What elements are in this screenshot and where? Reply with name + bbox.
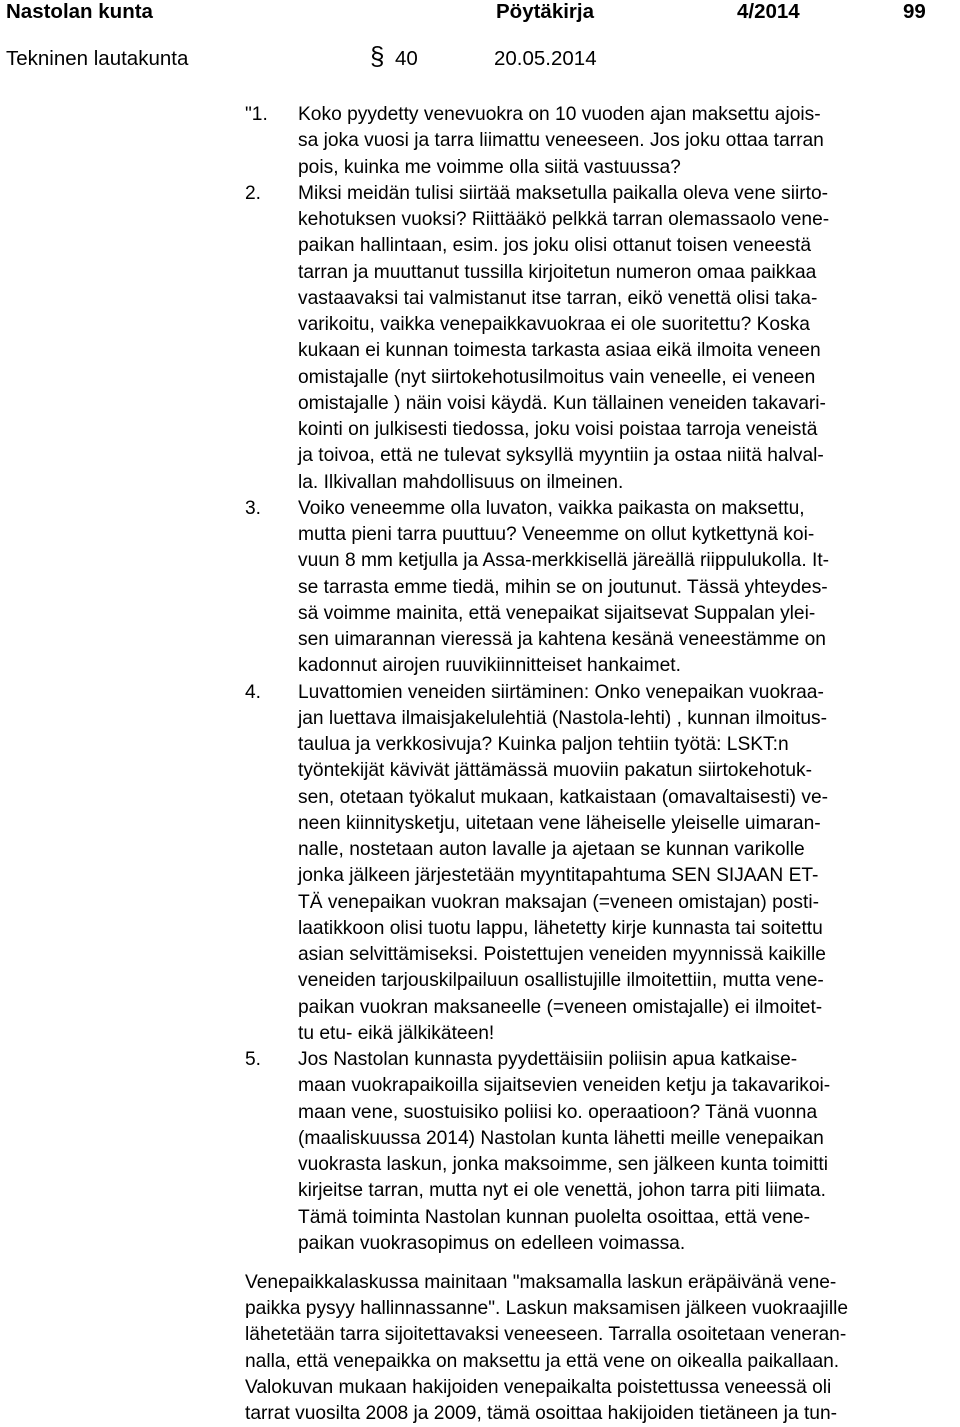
body-line-text: kukaan ei kunnan toimesta tarkasta asiaa eikä ilmoita veneen xyxy=(298,340,821,361)
body-line-text: Jos Nastolan kunnasta pyydettäisiin poliisin apua katkaise- xyxy=(298,1049,798,1070)
body-line-text: sa joka vuosi ja tarra liimattu veneeseen. Jos joku ottaa tarran xyxy=(298,130,824,151)
closing-line: tarrat vuosilta 2008 ja 2009, tämä osoittaa hakijoiden tietäneen ja tun- xyxy=(245,1403,838,1424)
list-number: "1. xyxy=(245,104,268,125)
body-line-text: vuun 8 mm ketjulla ja Assa-merkkisellä järeällä riippulukolla. It- xyxy=(298,550,830,571)
committee-name: Tekninen lautakunta xyxy=(6,47,189,70)
body-line-text: ja toivoa, että ne tulevat syksyllä myyntiin ja ostaa niitä halval- xyxy=(298,445,824,466)
list-number: 5. xyxy=(245,1049,262,1070)
body-line-text: sä voimme mainita, että venepaikat sijaitsevat Suppalan ylei- xyxy=(298,603,816,624)
body-line xyxy=(0,365,960,391)
body-line xyxy=(0,758,960,784)
body-line xyxy=(0,443,960,469)
meeting-date: 20.05.2014 xyxy=(494,47,597,70)
body-line xyxy=(0,391,960,417)
body-line xyxy=(0,942,960,968)
body-line-text: työntekijät kävivät jättämässä muoviin pakatun siirtokehotuk- xyxy=(298,760,813,781)
body-line-text: tarran ja muuttanut tussilla kirjoitetun numeron omaa paikkaa xyxy=(298,262,817,283)
body-line-text: nalle, nostetaan auton lavalle ja ajetaan se kunnan varikolle xyxy=(298,839,805,860)
list-number: 3. xyxy=(245,498,262,519)
body-line-text: neen kiinnitysketju, uitetaan vene läheiselle yleiselle uimaran- xyxy=(298,813,821,834)
body-line-text: sen, otetaan työkalut mukaan, katkaistaan (omavaltaisesti) ve- xyxy=(298,787,829,808)
body-line-text: la. Ilkivallan mahdollisuus on ilmeinen. xyxy=(298,472,624,493)
body-line xyxy=(0,968,960,994)
body-line xyxy=(0,575,960,601)
body-line xyxy=(0,680,960,706)
body-line-text: (maaliskuussa 2014) Nastolan kunta lähetti meille venepaikan xyxy=(298,1128,824,1149)
closing-line: lähetetään tarra sijoitettavaksi veneeseen. Tarralla osoitetaan veneran- xyxy=(245,1324,847,1345)
list-number: 4. xyxy=(245,682,262,703)
body-line-text: pois, kuinka me voimme olla siitä vastuussa? xyxy=(298,157,681,178)
body-line-text: asian selvittämiseksi. Poistettujen veneiden myynnissä kaikille xyxy=(298,944,826,965)
body-line xyxy=(0,286,960,312)
body-line-text: kirjeitse tarran, mutta nyt ei ole venettä, johon tarra piti liimata. xyxy=(298,1180,826,1201)
body-line xyxy=(0,1126,960,1152)
body-line xyxy=(0,1231,960,1257)
body-line xyxy=(0,785,960,811)
body-line xyxy=(0,1047,960,1073)
body-line-text: vuokrasta laskun, jonka maksoimme, sen jälkeen kunta toimitti xyxy=(298,1154,829,1175)
body-line-text: taulua ja verkkosivuja? Kuinka paljon tehtiin työtä: LSKT:n xyxy=(298,734,789,755)
body-line xyxy=(0,1152,960,1178)
body-line xyxy=(0,627,960,653)
body-line xyxy=(0,653,960,679)
body-line-text: TÄ venepaikan vuokran maksajan (=veneen omistajan) posti- xyxy=(298,892,820,913)
body-line-text: vastaavaksi tai valmistanut itse tarran, eikö venettä olisi taka- xyxy=(298,288,818,309)
body-line xyxy=(0,995,960,1021)
body-line-text: varikoitu, vaikka venepaikkavuokraa ei ole suoritettu? Koska xyxy=(298,314,810,335)
section-number: 40 xyxy=(395,47,418,70)
body-line xyxy=(0,338,960,364)
closing-line: Valokuvan mukaan hakijoiden venepaikalta poistettussa veneessä oli xyxy=(245,1377,832,1398)
body-line xyxy=(0,811,960,837)
body-line xyxy=(0,706,960,732)
body-line-text: paikan vuokran maksaneelle (=veneen omistajalle) ei ilmoitet- xyxy=(298,997,823,1018)
body-line xyxy=(0,1021,960,1047)
body-line-text: se tarrasta emme tiedä, mihin se on joutunut. Tässä yhteydes- xyxy=(298,577,828,598)
body-line xyxy=(0,863,960,889)
body-line-text: Koko pyydetty venevuokra on 10 vuoden ajan maksettu ajois- xyxy=(298,104,821,125)
body-line-text: kadonnut airojen ruuvikiinnitteiset hankaimet. xyxy=(298,655,681,676)
body-line-text: paikan hallintaan, esim. jos joku olisi ottanut toisen veneestä xyxy=(298,235,812,256)
body-line-text: Miksi meidän tulisi siirtää maksetulla paikalla oleva vene siirto- xyxy=(298,183,828,204)
body-line-text: Luvattomien veneiden siirtäminen: Onko venepaikan vuokraa- xyxy=(298,682,824,703)
body-line-text: jan luettava ilmaisjakelulehtiä (Nastola-lehti) , kunnan ilmoitus- xyxy=(298,708,827,729)
body-line xyxy=(0,890,960,916)
closing-line: paikka pysyy hallinnassanne". Laskun maksamisen jälkeen vuokraajille xyxy=(245,1298,849,1319)
body-line xyxy=(0,417,960,443)
body-line xyxy=(0,260,960,286)
page-number: 99 xyxy=(903,0,926,23)
body-line xyxy=(0,233,960,259)
list-number: 2. xyxy=(245,183,262,204)
closing-line: Venepaikkalaskussa mainitaan "maksamalla laskun eräpäivänä vene- xyxy=(245,1272,837,1293)
body-line xyxy=(0,470,960,496)
municipality-name: Nastolan kunta xyxy=(6,0,153,23)
body-line-text: laatikkoon olisi tuotu lappu, lähetetty kirje kunnasta tai soitettu xyxy=(298,918,823,939)
body-line-text: Tämä toiminta Nastolan kunnan puolelta osoittaa, että vene- xyxy=(298,1207,810,1228)
body-line xyxy=(0,207,960,233)
body-line xyxy=(0,916,960,942)
body-line xyxy=(0,548,960,574)
body-line xyxy=(0,522,960,548)
body-line xyxy=(0,155,960,181)
body-line xyxy=(0,1178,960,1204)
body-line-text: mutta pieni tarra puuttuu? Veneemme on ollut kytkettynä koi- xyxy=(298,524,815,545)
closing-line: nalla, että venepaikka on maksettu ja että vene on oikealla paikallaan. xyxy=(245,1351,840,1372)
body-line-text: tu etu- eikä jälkikäteen! xyxy=(298,1023,495,1044)
body-line xyxy=(0,181,960,207)
body-line-text: paikan vuokrasopimus on edelleen voimassa. xyxy=(298,1233,686,1254)
body-line xyxy=(0,312,960,338)
body-line xyxy=(0,496,960,522)
body-line xyxy=(0,1205,960,1231)
body-line xyxy=(0,1073,960,1099)
body-line-text: maan vene, suostuisiko poliisi ko. operaatioon? Tänä vuonna xyxy=(298,1102,818,1123)
body-line-text: kehotuksen vuoksi? Riittääkö pelkkä tarran olemassaolo vene- xyxy=(298,209,830,230)
body-line xyxy=(0,128,960,154)
document-type: Pöytäkirja xyxy=(496,0,594,23)
body-line-text: Voiko veneemme olla luvaton, vaikka paikasta on maksettu, xyxy=(298,498,805,519)
body-line-text: sen uimarannan vieressä ja kahtena kesänä veneestämme on xyxy=(298,629,826,650)
body-line xyxy=(0,1100,960,1126)
section-symbol: § xyxy=(370,41,385,71)
body-line xyxy=(0,732,960,758)
body-line xyxy=(0,837,960,863)
body-line xyxy=(0,601,960,627)
body-line-text: maan vuokrapaikoilla sijaitsevien veneiden ketju ja takavarikoi- xyxy=(298,1075,831,1096)
issue-number: 4/2014 xyxy=(737,0,800,23)
body-line-text: omistajalle ) näin voisi käydä. Kun tällainen veneiden takavari- xyxy=(298,393,826,414)
body-line xyxy=(0,102,960,128)
body-line-text: veneiden tarjouskilpailuun osallistujille ilmoitettiin, mutta vene- xyxy=(298,970,824,991)
body-line-text: jonka jälkeen järjestetään myyntitapahtuma SEN SIJAAN ET- xyxy=(298,865,819,886)
body-line-text: omistajalle (nyt siirtokehotusilmoitus vain veneelle, ei veneen xyxy=(298,367,816,388)
body-line-text: kointi on julkisesti tiedossa, joku voisi poistaa tarroja veneistä xyxy=(298,419,818,440)
